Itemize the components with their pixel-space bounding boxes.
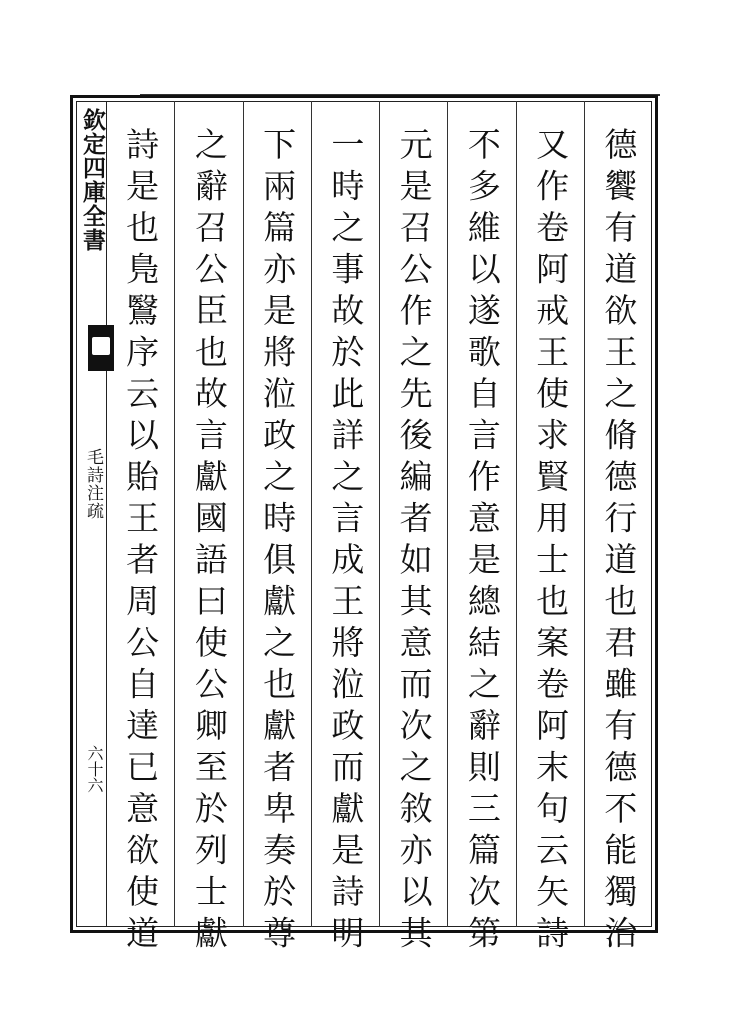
text-column bbox=[106, 101, 174, 957]
spine-title: 欽定四庫全書 bbox=[79, 108, 106, 252]
column-text: 德饗有道欲王之脩德行道也君雖有德不能獨治 bbox=[599, 127, 639, 957]
text-columns bbox=[106, 101, 652, 957]
column-text: 不多維以遂歌自言作意是總結之辭則三篇次第 bbox=[462, 127, 502, 957]
book-name: 毛詩注疏 bbox=[83, 448, 103, 520]
text-column bbox=[311, 101, 379, 957]
text-column bbox=[516, 101, 584, 957]
text-column bbox=[174, 101, 242, 957]
column-text: 之辭召公臣也故言獻國語曰使公卿至於列士獻 bbox=[189, 127, 229, 957]
column-text: 一時之事故於此詳之言成王將涖政而獻是詩明 bbox=[326, 127, 366, 957]
column-text: 又作卷阿戒王使求賢用士也案卷阿末句云矢詩 bbox=[531, 127, 571, 957]
text-column bbox=[447, 101, 515, 957]
column-text: 詩是也鳬鷖序云以貽王者周公自達已意欲使道 bbox=[121, 127, 161, 957]
text-column bbox=[379, 101, 447, 957]
column-text: 下兩篇亦是將涖政之時俱獻之也獻者卑奏於尊 bbox=[258, 127, 298, 957]
page-number: 六十六 bbox=[85, 745, 104, 793]
column-text: 元是召公作之先後編者如其意而次之敘亦以其 bbox=[394, 127, 434, 957]
text-column bbox=[243, 101, 311, 957]
text-column bbox=[584, 101, 652, 957]
